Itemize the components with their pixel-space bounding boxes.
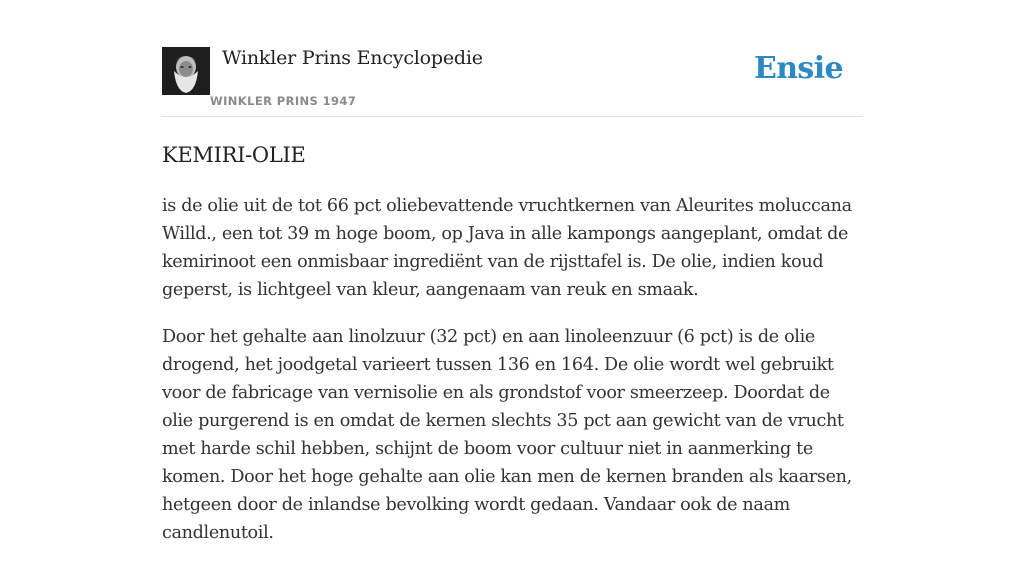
entry-paragraph: Door het gehalte aan linolzuur (32 pct) en aan linoleenzuur (6 pct) is de olie drogend, het joodgetal varieert tussen 136 en 164. De olie wordt wel gebruikt voor de fabricage van vernisolie en als grondstof voor smeerzeep. Doordat de olie purgerend is en omdat de kernen slechts 35 pct aan gewicht van de vrucht met harde schil hebben, schijnt de boom voor cultuur niet in aanmerking te komen. Door het hoge gehalte aan olie kan men de kernen branden als kaarsen, hetgeen door de inlandse bevolking wordt gedaan. Vandaar ook de naam candlenutoil. [162, 327, 852, 543]
brand-logo[interactable]: Ensie [753, 51, 843, 86]
bearded-man-portrait-icon [162, 47, 210, 95]
source-subtitle[interactable]: WINKLER PRINS 1947 [210, 94, 357, 108]
source-header [162, 0, 862, 117]
source-title[interactable]: Winkler Prins Encyclopedie [222, 47, 483, 69]
entry-title: KEMIRI-OLIE [162, 143, 306, 167]
author-avatar[interactable] [162, 47, 210, 95]
entry-paragraph: is de olie uit de tot 66 pct oliebevattende vruchtkernen van Aleurites moluccana Willd., een tot 39 m hoge boom, op Java in alle kampongs aangeplant, omdat de kemirinoot een onmisbaar ingrediënt van de rijsttafel is. De olie, indien koud geperst, is lichtgeel van kleur, aangenaam van reuk en smaak. [162, 196, 852, 300]
entry-body [162, 192, 862, 566]
